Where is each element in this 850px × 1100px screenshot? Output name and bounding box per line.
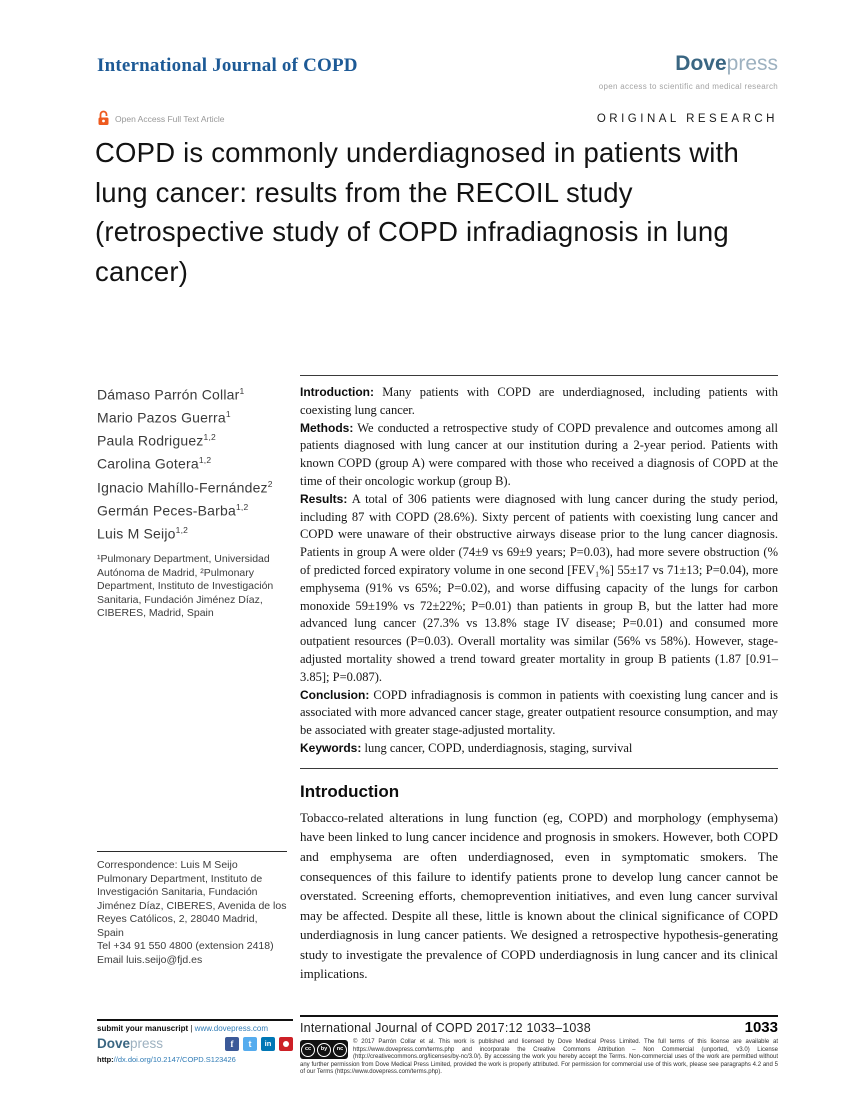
correspondence-address: Pulmonary Department, Instituto de Investigación Sanitaria, Fundación Jiménez Díaz, CIBERES, Avenida de los Reyes Católicos, 2, 28040 Madrid, Spain <box>97 872 287 939</box>
footer-left <box>97 1019 293 1064</box>
abstract-label: Conclusion: <box>300 687 370 702</box>
author-affiliation-sup: 2 <box>267 478 273 489</box>
journal-tagline: open access to scientific and medical research <box>598 82 778 91</box>
twitter-icon[interactable]: t <box>243 1037 257 1051</box>
author-affiliation-sup: 1 <box>239 386 245 396</box>
article-title: COPD is commonly underdiagnosed in patients with lung cancer: results from the RECOIL study (retrospective study of COPD infradiagnosis in lung cancer) <box>95 137 739 287</box>
author-affiliation-sup: 1 <box>225 409 231 420</box>
correspondence-tel: Tel +34 91 550 4800 (extension 2418) <box>97 940 274 952</box>
abstract-label: Introduction: <box>300 385 374 399</box>
social-icons <box>225 1037 293 1051</box>
correspondence-name: Correspondence: Luis M Seijo <box>97 859 238 871</box>
author: Germán Peces-Barba$^{1,2}$ <box>97 501 249 519</box>
citation-row <box>300 1019 778 1036</box>
abstract-label: Results: <box>300 491 348 506</box>
article-body-column <box>300 375 778 984</box>
journal-name: International Journal of COPD <box>97 55 358 76</box>
correspondence-email[interactable]: Email luis.seijo@fjd.es <box>97 953 203 966</box>
facebook-icon[interactable]: f <box>225 1037 239 1051</box>
introduction-heading: Introduction <box>300 781 400 801</box>
author: Dámaso Parrón Collar$^1$ <box>97 386 245 403</box>
abstract-label: Methods: <box>300 420 354 435</box>
abstract-introduction: Introduction: Many patients with COPD are underdiagnosed, including patients with coexisting lung cancer. <box>300 385 778 417</box>
abstract-conclusion: Conclusion: COPD infradiagnosis is common in patients with coexisting lung cancer and is associated with more advanced cancer stage, greater outpatient resource consumption, and may be associated with greater stage-adjusted mortality. <box>300 687 778 738</box>
article-meta-row <box>97 110 778 128</box>
author-column <box>97 382 289 621</box>
author: Carolina Gotera$^{1,2}$ <box>97 455 212 473</box>
footer-right <box>300 1015 778 1077</box>
doi-line <box>97 1055 293 1064</box>
dovepress-url-link[interactable]: www.dovepress.com <box>194 1024 269 1033</box>
open-access-icon <box>97 110 110 128</box>
license-text: © 2017 Parrón Collar et al. This work is published and licensed by Dove Medical Press Limited. The full terms of this license are available at https://www.dovepress.com/terms.php and incorporate the Creative Commons Attribution – Non Commercial (unported, v3.0) License (http://creativecommons.org/licenses/by-nc/3.0/). By accessing the work you hereby accept the Terms. Non-commercial uses of the work are permitted without any further permission from Dove Medical Press Limited, provided the work is properly attributed. For permission for commercial use of this work, please see paragraphs 4.2 and 5 of our Terms (https://www.dovepress.com/terms.php). <box>300 1039 778 1076</box>
creative-commons-icon: cc by nc <box>300 1040 348 1059</box>
open-access-line <box>97 110 224 128</box>
submit-manuscript-line <box>97 1024 293 1033</box>
abstract <box>300 375 778 769</box>
author: Mario Pazos Guerra$^1$ <box>97 409 231 426</box>
dovepress-logo <box>675 52 778 76</box>
separator: | <box>190 1024 195 1033</box>
author: Paula Rodriguez$^{1,2}$ <box>97 432 216 449</box>
doi-prefix: http: <box>97 1055 114 1064</box>
author-affiliation-sup: 1,2 <box>236 501 249 512</box>
doi-link[interactable]: //dx.doi.org/10.2147/COPD.S123426 <box>113 1055 236 1064</box>
footer-brand-row <box>97 1036 293 1051</box>
abstract-methods: Methods: We conducted a retrospective study of COPD prevalence and outcomes among all patients diagnosed with lung cancer at our institution during a 2-year period. Patients with known COPD (group A) were compared with those who received a diagnosis of COPD at the time of their oncologic workup (group B). <box>300 420 778 488</box>
abstract-results: Results: A total of 306 patients were diagnosed with lung cancer during the study period, including 87 with COPD (28.6%). Sixty percent of patients with coexisting lung cancer and COPD were unaware of their obstructive airways disease prior to the lung cancer diagnosis. Patients in group A were older (74±9 vs 69±9 years; P=0.03), had more severe obstruction (% of predicted forced expiratory volume in one second [FEV₁%] 55±17 vs 71±13; P=0.04), more emphysema (91% vs 65%; P=0.02), and worse diffusing capacity of the lungs for carbon monoxide 59±19% vs 72±22%; P=0.01) than patients in group B, but the latter had more advanced lung cancer (27.3% vs 13.8% stage IV disease; P=0.01) and consumed more outpatient resources (P=0.03). Overall mortality was similar (56% vs 58%). However, stage-adjusted mortality showed a trend toward greater mortality in group B patients (1.87 [0.91–3.85]; P=0.087). <box>300 491 778 684</box>
dovepress-logo-press: press <box>726 52 778 75</box>
dovepress-footer-logo: Dovepress <box>97 1036 164 1051</box>
linkedin-icon[interactable]: in <box>261 1037 275 1051</box>
author-affiliation-sup: 1,2 <box>175 524 189 535</box>
author-affiliation-sup: 1,2 <box>198 455 212 466</box>
abstract-label: Keywords: <box>300 740 362 755</box>
affiliations: ¹Pulmonary Department, Universidad Autónoma de Madrid, ²Pulmonary Department, Instituto de Investigación Sanitaria, Fundación Jiménez Díaz, CIBERES, Madrid, Spain <box>97 553 274 620</box>
open-access-label: Open Access Full Text Article <box>115 114 225 124</box>
author: Ignacio Mahíllo-Fernández$^2$ <box>97 478 273 496</box>
dovepress-logo-dove: Dove <box>675 52 727 75</box>
abstract-keywords: Keywords: lung cancer, COPD, underdiagnosis, staging, survival <box>300 740 633 755</box>
page-number: 1033 <box>744 1019 778 1036</box>
license-block <box>300 1039 778 1077</box>
author-affiliation-sup: 1,2 <box>203 432 216 443</box>
dovepress-social-icon[interactable] <box>279 1037 293 1051</box>
author: Luis M Seijo$^{1,2}$ <box>97 524 189 542</box>
article-type-label: ORIGINAL RESEARCH <box>596 113 778 125</box>
submit-manuscript-label: submit your manuscript <box>97 1024 189 1033</box>
introduction-paragraph: Tobacco-related alterations in lung function (eg, COPD) and morphology (emphysema) have been linked to lung cancer incidence and prognosis in smokers. However, both COPD and emphysema are often underdiagnosed, even in symptomatic smokers. The consequences of this failure to identify patients prone to develop lung cancer cannot be overstated. Screening efforts, chemoprevention initiatives, and even lung cancer survival may be affected. Despite all these, little is known about the clinical significance of COPD underdiagnosis in lung cancer patients. We designed a retrospective hypothesis-generating study to investigate the prevalence of COPD underdiagnosis in lung cancer and its clinical implications. <box>300 809 778 982</box>
correspondence-block <box>97 851 287 967</box>
journal-citation: International Journal of COPD 2017:12 1033–1038 <box>300 1021 591 1035</box>
